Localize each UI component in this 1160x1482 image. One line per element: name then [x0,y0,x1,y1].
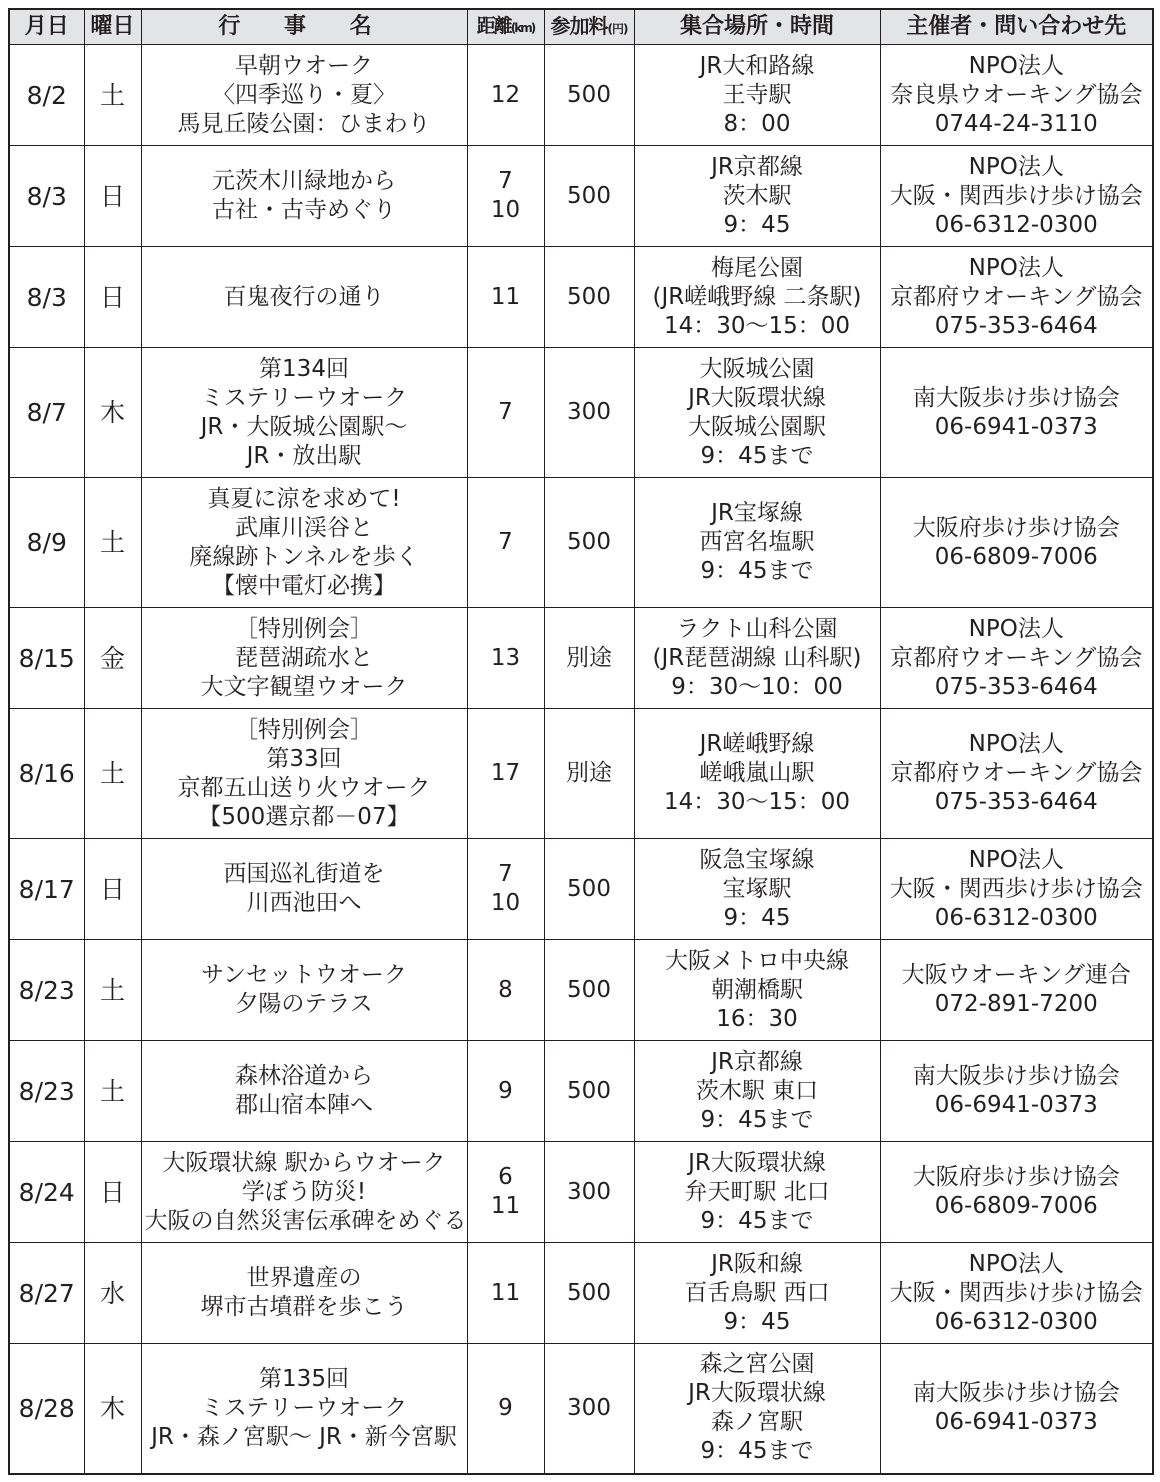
header-row [9,9,1153,45]
meeting-line: 9：30〜10：00 [671,673,843,700]
day-cell: 日 [84,1142,141,1243]
distance-line: 10 [490,197,521,223]
distance-line: 7 [498,399,513,425]
meeting-line: JR京都線 [711,1048,803,1075]
event-cell [141,247,467,348]
organizer-line: NPO法人 [968,254,1064,281]
event-line: JR・大阪城公園駅〜 [200,413,408,440]
event-line: 早朝ウオーク [235,52,373,79]
distance-cell [467,1344,544,1474]
day-cell: 土 [84,1041,141,1142]
event-line: 【懐中電灯必携】 [212,572,396,599]
meeting-cell [634,348,880,478]
organizer-line: 京都府ウオーキング協会 [890,283,1143,310]
organizer-line: 大阪府歩け歩け協会 [912,1164,1120,1190]
meeting-line: 9：45まで [700,442,814,469]
event-line: 第33回 [266,745,342,772]
date-cell: 8/27 [9,1243,84,1344]
meeting-cell [634,45,880,146]
day-cell: 木 [84,348,141,478]
meeting-line: 16：30 [716,1005,798,1032]
meeting-line: 王寺駅 [722,81,792,108]
event-line: ミステリーウオーク [200,384,408,411]
day-cell: 土 [84,940,141,1041]
fee-cell: 500 [544,1041,634,1142]
meeting-line: (JR琵琶湖線 山科駅) [652,644,862,671]
distance-line: 11 [490,1279,521,1306]
distance-line: 11 [490,1193,521,1219]
fee-cell: 500 [544,146,634,247]
meeting-line: 茨木駅 [722,182,792,209]
organizer-line: NPO法人 [968,615,1064,642]
distance-cell [467,608,544,709]
event-line: 郡山宿本陣へ [235,1092,373,1118]
organizer-line: 06-6312-0300 [934,1308,1098,1335]
day-cell: 日 [84,839,141,940]
meeting-line: 宝塚駅 [722,875,792,902]
event-cell [141,1041,467,1142]
organizer-cell [880,940,1153,1041]
distance-line: 11 [490,283,521,310]
event-line: ［特別例会］ [235,716,373,743]
organizer-line: 075-353-6464 [934,312,1098,339]
day-cell: 日 [84,146,141,247]
event-line: 第134回 [259,355,349,382]
event-cell [141,839,467,940]
header-event: 行 事 名 [141,9,467,45]
meeting-line: 8：00 [723,110,791,137]
meeting-line: 大阪城公園駅 [688,413,826,440]
fee-cell: 500 [544,940,634,1041]
event-line: 元茨木川緑地から [212,168,396,194]
fee-cell: 500 [544,478,634,608]
meeting-line: JR大阪環状線 [688,1149,826,1176]
header-distance: 距離(km) [467,9,544,45]
day-cell: 金 [84,608,141,709]
distance-line: 7 [498,168,513,194]
table-row [9,1243,1153,1344]
event-cell [141,940,467,1041]
organizer-cell [880,1243,1153,1344]
event-cell [141,1142,467,1243]
event-line: 世界遺産の [246,1265,362,1291]
organizer-cell [880,45,1153,146]
event-line: 学ぼう防災! [241,1178,367,1205]
event-cell [141,1344,467,1474]
distance-cell [467,709,544,839]
organizer-cell [880,146,1153,247]
day-cell: 日 [84,247,141,348]
date-cell: 8/15 [9,608,84,709]
organizer-cell [880,247,1153,348]
event-line: ［特別例会］ [235,615,373,642]
organizer-line: 06-6809-7006 [934,1193,1098,1219]
meeting-line: JR京都線 [711,153,803,180]
event-cell [141,146,467,247]
organizer-line: 075-353-6464 [934,789,1098,815]
event-line: 廃線跡トンネルを歩く [189,543,419,570]
organizer-cell [880,1041,1153,1142]
table-body [9,45,1153,1474]
organizer-cell [880,1142,1153,1243]
distance-line: 6 [498,1164,513,1190]
header-organizer: 主催者・問い合わせ先 [880,9,1153,45]
event-line: ミステリーウオーク [200,1394,408,1421]
table-row [9,348,1153,478]
date-cell: 8/23 [9,1041,84,1142]
event-schedule [8,8,1152,1475]
meeting-line: JR大和路線 [699,52,815,79]
organizer-cell [880,1344,1153,1474]
event-cell [141,709,467,839]
meeting-line: 9：45 [723,211,791,238]
distance-line: 9 [498,1077,513,1104]
table-row [9,940,1153,1041]
event-line: 武庫川渓谷と [235,514,373,541]
organizer-line: 072-891-7200 [934,991,1098,1017]
distance-cell [467,1243,544,1344]
date-cell: 8/16 [9,709,84,839]
fee-cell: 500 [544,839,634,940]
event-cell [141,348,467,478]
meeting-line: 西宮名塩駅 [699,529,815,555]
header-meeting: 集合場所・時間 [634,9,880,45]
organizer-line: 0744-24-3110 [934,110,1098,137]
fee-cell: 300 [544,1142,634,1243]
event-line: 大文字観望ウオーク [200,673,408,700]
header-day: 曜日 [84,9,141,45]
distance-cell [467,348,544,478]
meeting-cell [634,1142,880,1243]
header-date: 月日 [9,9,84,45]
fee-cell: 500 [544,45,634,146]
meeting-line: JR嵯峨野線 [699,731,815,757]
meeting-cell [634,608,880,709]
meeting-cell [634,247,880,348]
meeting-line: 9：45 [723,904,791,931]
date-cell: 8/24 [9,1142,84,1243]
meeting-cell [634,839,880,940]
meeting-line: 茨木駅 東口 [695,1077,819,1104]
organizer-cell [880,608,1153,709]
table-row [9,1041,1153,1142]
distance-line: 13 [490,644,521,671]
event-line: 百鬼夜行の通り [223,283,385,310]
event-line: 大阪環状線 駅からウオーク [162,1149,446,1176]
table-row [9,709,1153,839]
fee-cell: 500 [544,1243,634,1344]
meeting-line: JR大阪環状線 [688,1380,826,1407]
event-cell [141,1243,467,1344]
meeting-line: JR大阪環状線 [688,384,826,411]
fee-cell: 別途 [544,608,634,709]
meeting-line: 森之宮公園 [699,1351,815,1378]
organizer-line: 大阪ウオーキング連合 [901,962,1131,988]
fee-cell: 300 [544,1344,634,1474]
event-line: サンセットウオーク [201,962,407,988]
table-row [9,839,1153,940]
distance-line: 10 [490,890,521,916]
distance-cell [467,478,544,608]
meeting-line: ラクト山科公園 [676,615,838,642]
table-row [9,478,1153,608]
event-line: 【500選京都－07】 [198,803,410,830]
organizer-cell [880,839,1153,940]
organizer-line: 大阪・関西歩け歩け協会 [889,182,1143,209]
day-cell: 水 [84,1243,141,1344]
distance-line: 7 [498,529,513,555]
distance-line: 9 [498,1394,513,1421]
distance-cell [467,839,544,940]
fee-cell: 300 [544,348,634,478]
table-row [9,247,1153,348]
meeting-cell [634,940,880,1041]
date-cell: 8/23 [9,940,84,1041]
distance-cell [467,1041,544,1142]
date-cell: 8/3 [9,146,84,247]
meeting-line: 14：30〜15：00 [663,789,851,815]
event-line: 第135回 [259,1365,349,1392]
meeting-line: 9：45まで [700,1207,814,1234]
event-line: 堺市古墳群を歩こう [200,1294,408,1320]
day-cell: 土 [84,478,141,608]
meeting-cell [634,1041,880,1142]
event-line: 真夏に涼を求めて! [207,485,401,512]
organizer-line: 大阪・関西歩け歩け協会 [889,1279,1143,1306]
distance-line: 8 [498,976,513,1003]
meeting-line: 朝潮橋駅 [711,976,803,1003]
meeting-line: 梅尾公園 [711,254,803,281]
date-cell: 8/17 [9,839,84,940]
meeting-cell [634,146,880,247]
table-row [9,1142,1153,1243]
organizer-cell [880,709,1153,839]
organizer-line: 京都府ウオーキング協会 [890,644,1143,671]
distance-line: 17 [490,760,521,786]
event-line: 西国巡礼街道を [223,861,385,887]
meeting-line: 百舌鳥駅 西口 [684,1279,830,1306]
distance-cell [467,146,544,247]
organizer-line: 大阪府歩け歩け協会 [912,514,1120,541]
organizer-line: 06-6809-7006 [934,543,1098,570]
organizer-line: 大阪・関西歩け歩け協会 [889,875,1143,902]
day-cell: 土 [84,45,141,146]
meeting-line: JR宝塚線 [711,500,803,526]
distance-line: 12 [490,81,521,108]
meeting-line: 9：45まで [700,1106,814,1133]
meeting-line: 9：45まで [700,558,814,584]
date-cell: 8/7 [9,348,84,478]
meeting-cell [634,1344,880,1474]
organizer-line: 南大阪歩け歩け協会 [912,1063,1120,1089]
organizer-line: NPO法人 [968,731,1064,757]
fee-cell: 500 [544,247,634,348]
distance-cell [467,1142,544,1243]
meeting-cell [634,1243,880,1344]
meeting-line: 9：45 [723,1308,791,1335]
organizer-line: NPO法人 [968,846,1064,873]
event-line: 川西池田へ [246,890,362,916]
distance-cell [467,45,544,146]
meeting-line: 大阪城公園 [699,355,815,382]
meeting-line: 14：30〜15：00 [663,312,851,339]
organizer-cell [880,348,1153,478]
organizer-line: NPO法人 [968,52,1064,79]
event-line: 馬見丘陵公園：ひまわり [177,110,431,137]
event-line: 琵琶湖疏水と [235,644,373,671]
event-line: 古社・古寺めぐり [212,197,396,223]
day-cell: 土 [84,709,141,839]
meeting-line: 9：45まで [700,1438,814,1465]
event-cell [141,478,467,608]
date-cell: 8/9 [9,478,84,608]
organizer-line: 06-6312-0300 [934,211,1098,238]
table-row [9,45,1153,146]
event-cell [141,608,467,709]
organizer-line: NPO法人 [968,153,1064,180]
meeting-line: 大阪メトロ中央線 [665,947,849,974]
distance-line: 7 [498,861,513,887]
table-row [9,146,1153,247]
organizer-line: 奈良県ウオーキング協会 [890,81,1143,108]
organizer-line: 南大阪歩け歩け協会 [912,1380,1120,1407]
organizer-line: 京都府ウオーキング協会 [890,760,1143,786]
meeting-line: 森ノ宮駅 [711,1409,803,1436]
date-cell: 8/3 [9,247,84,348]
organizer-cell [880,478,1153,608]
organizer-line: 06-6941-0373 [934,1092,1098,1118]
meeting-line: JR阪和線 [711,1250,803,1277]
event-line: 〈四季巡り・夏〉 [212,81,396,108]
table-row [9,608,1153,709]
event-line: 京都五山送り火ウオーク [177,774,431,801]
event-line: JR・森ノ宮駅〜 JR・新今宮駅 [151,1423,457,1450]
organizer-line: 06-6941-0373 [934,413,1098,440]
event-line: 夕陽のテラス [235,991,373,1017]
table-row [9,1344,1153,1474]
event-table [8,8,1154,1475]
event-line: 大阪の自然災害伝承碑をめぐる [144,1207,467,1234]
meeting-line: (JR嵯峨野線 二条駅) [652,283,862,310]
header-fee: 参加料(円) [544,9,634,45]
distance-cell [467,247,544,348]
date-cell: 8/28 [9,1344,84,1474]
event-cell [141,45,467,146]
fee-cell: 別途 [544,709,634,839]
meeting-cell [634,709,880,839]
organizer-line: 南大阪歩け歩け協会 [912,384,1120,411]
organizer-line: 075-353-6464 [934,673,1098,700]
organizer-line: 06-6312-0300 [934,904,1098,931]
date-cell: 8/2 [9,45,84,146]
distance-cell [467,940,544,1041]
meeting-line: 弁天町駅 北口 [684,1178,830,1205]
organizer-line: NPO法人 [968,1250,1064,1277]
event-line: 森林浴道から [235,1063,373,1089]
meeting-cell [634,478,880,608]
meeting-line: 阪急宝塚線 [699,846,815,873]
event-line: JR・放出駅 [246,442,362,469]
meeting-line: 嵯峨嵐山駅 [699,760,815,786]
day-cell: 木 [84,1344,141,1474]
organizer-line: 06-6941-0373 [934,1409,1098,1436]
